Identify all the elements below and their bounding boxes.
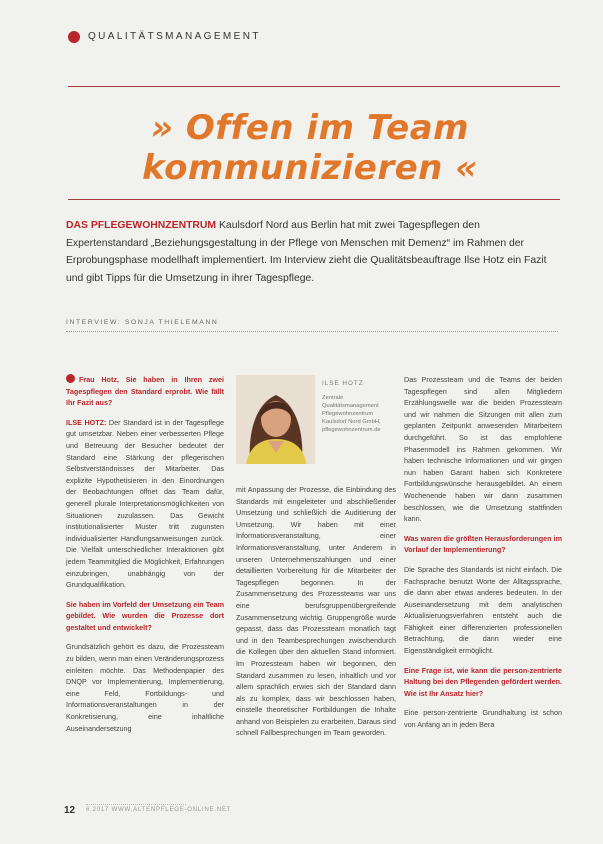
footer-text: 6.2017 WWW.ALTENPFLEGE-ONLINE.NET [86,807,232,813]
column-3-question-2: Eine Frage ist, wie kann die person-zentrierte Haltung bei den Pflegenden gefördert werden. Wie ist Ihr Ansatz hier? [404,665,562,698]
interviewee-photo [236,375,315,464]
question-dot-icon [66,374,75,383]
question-1 [66,374,224,409]
column-2 [236,484,396,747]
byline-rule [66,331,558,332]
column-3 [404,374,562,739]
photo-caption-name: ILSE HOTZ [322,380,364,387]
byline: INTERVIEW: SONJA THIELEMANN [66,319,219,326]
column-3-question-1: Was waren die größten Herausforderungen im Vorlauf der Implementierung? [404,533,562,555]
column-3-answer-3: Eine person-zentrierte Grundhaltung ist schon von Anfang an in jeden Bera [404,708,562,730]
answer-2: Grundsätzlich gehört es dazu, die Prozessteam zu bilden, wenn man einen Veränderungsprozess einleiten möchte. Das Methodenpapier des DNQP vor Implementierung, Implementierung, eine Feld, Fortbildungs- und Informationsveranstaltungen in der Konkretisierung, eine inhaltliche Auseinandersetzung [66,642,224,733]
section-label: QUALITÄTSMANAGEMENT [88,31,261,42]
footer-rule [86,804,186,805]
answer-speaker: ILSE HOTZ: [66,417,107,427]
question-1-text: Frau Hotz, Sie haben in Ihren zwei Tagespflegen den Standard erprobt. Wie fällt Ihr Fazit aus? [66,375,224,408]
column-3-answer-1: Das Prozessteam und die Teams der beiden Tagespflegen sind allen Mitgliedern Erzählungswelle war die beiden Prozessteam und wir nahmen die Sitzungen mit allen zum geplanten Zeitpunkt anwesenden Mitarbeitern durchgeführt. So ist das empfohlene Phasenmodell ins Rahmen gekommen. Wir haben technische Informationen und wir gingen nun haben Garant haben sich Konkretere Fortbildungswünsche herausgebildet. An einem Wochenende haben wir dann zusammen beschlossen, wie die Umsetzung stattfinden kann. [404,375,562,524]
section-marker-dot [68,31,80,43]
article-title [60,108,560,188]
header-rule [68,86,560,87]
title-rule [68,199,560,200]
answer-1 [66,417,224,591]
intro-lead: DAS PFLEGEWOHNZENTRUM [66,220,217,231]
intro-text: Kaulsdorf Nord aus Berlin hat mit zwei Tagespflegen den Expertenstandard „Beziehungsgestaltung in der Pflege von Menschen mit Demenz“ im Rahmen der Erprobungsphase modellhaft implementiert. Im Interview zieht die Qualitätsbeauftrage Ilse Hotz ein Fazit und gibt Tipps für die Umsetzung in ihrer Tagespflege. [66,220,547,284]
title-line-2: kommunizieren « [142,148,478,188]
title-line-1: » Offen im Team [150,108,470,148]
photo-caption-text: Zentrale Qualitätsmanagement Pflegewohnzentrum Kaulsdorf Nord GmbH, pflegewohnzentrum.de [322,395,381,433]
column-1 [66,374,224,742]
column-2-text: mit Anpassung der Prozesse, die Einbindung des Standards mit eingeleiteter und abschließender Umsetzung und schließlich die Auditierung der Umsetzung. Wir haben mit einer Informationsveranstaltung, einer Informationsveranstaltung, unter Anderem in unseren Unternehmenszahlungen und einer detaillierten Vorbereitung für die Mitarbeiter der Tagespflegen begonnen. In der Zusammensetzung des Prozessteams war uns eine berufsgruppenübergreifende Zusammensetzung wichtig. Gruppengröße wurde gepasst, dass das Prozessteam monatlich tagt und in den Teambesprechungen zwischendurch die Kollegen über den aktuellen Stand informiert. Im Prozessteam haben wir begonnen, den Standard zusammen zu lesen, inhaltlich und vor allem sprachlich erwies sich der Standard dann als zu komplex, dass wir beschlossen haben, einstelle theoretischer Fortbildungen die Inhalte anhand von Beispielen zu erarbeiten. Daraus sind schnell Fallbesprechungen im Team geworden. [236,485,396,738]
question-2: Sie haben im Vorfeld der Umsetzung ein Team gebildet. Wie wurden die Prozesse dort gestaltet und entwickelt? [66,599,224,632]
answer-1-text: Der Standard ist in der Tagespflege gut umsetzbar. Neben einer verbesserten Pflege und Betreuung der Besucher bedeutet der Standard eine Stärkung der pflegerischen Selbstverständnisses der Mitarbeiter. Das explizite Hypothetisieren in den Einordnungen der Beobachtungen öffnet das Team dafür, generell plurale Interpretationsmöglichkeiten von Situationen zuzulassen. Das Gewicht institutionalisierter Muster tritt zugunsten individualisierter Handlungsanweisungen zurück. Die Vielfalt unterschiedlicher Interaktionen gibt jedem Teammitglied die Möglichkeit, Erfahrungen einzubringen, unabhängig von der Grundqualifikation. [66,417,224,590]
page-number: 12 [64,805,76,816]
portrait-illustration [236,375,315,464]
column-3-answer-2: Die Sprache des Standards ist nicht einfach. Die Fachsprache benutzt Worte der Alltagssprache, die dann aber etwas anderes bedeuten. In der Auseinandersetzung mit dem analytischen Aktualisierungsverfahren entsteht auch die Fähigkeit einer differenzierten professionellen Betrachtung, die dann wieder eine Eigenständigkeit ermöglicht. [404,564,562,656]
intro-paragraph [66,217,558,287]
